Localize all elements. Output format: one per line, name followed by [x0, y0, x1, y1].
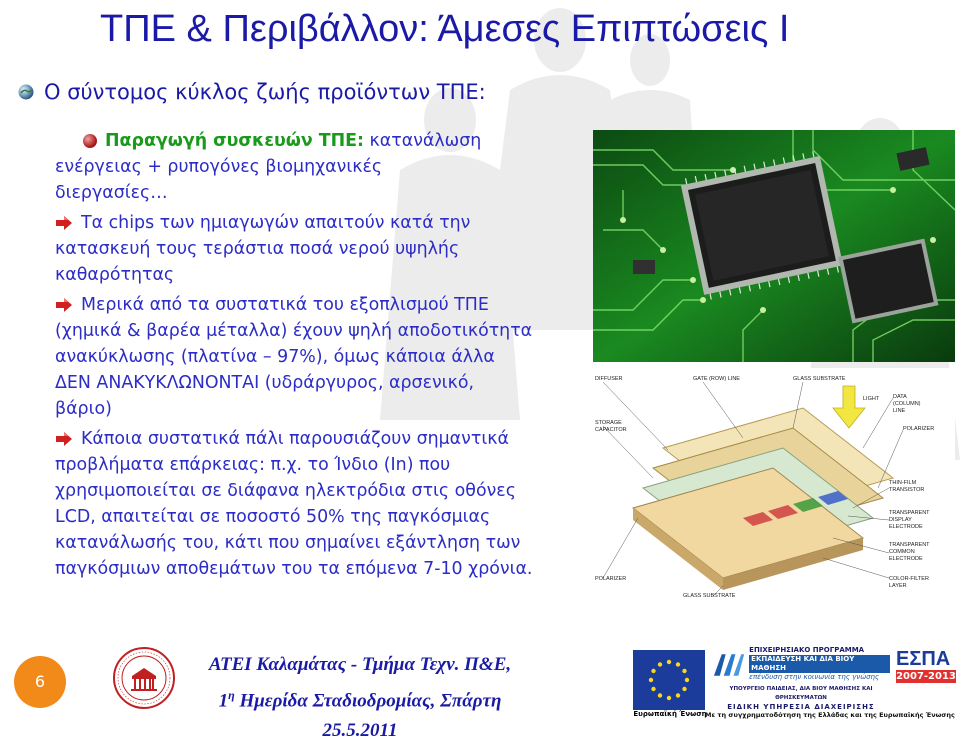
ep-line-3: επένδυση στην κοινωνία της γνώσης [749, 673, 880, 681]
bullet-level3-line: καθαρότητας [55, 265, 175, 285]
bullet-level3-line: κατασκευή τους τεράστια ποσά νερού υψηλής [55, 239, 460, 259]
lcd-label-tce-3: ELECTRODE [889, 556, 923, 562]
lcd-label-data-1: DATA [893, 394, 907, 400]
lcd-label-tde-3: ELECTRODE [889, 524, 923, 530]
lcd-label-glass-substrate-top: GLASS SUBSTRATE [793, 376, 846, 382]
ep-line-2: ΕΚΠΑΙΔΕΥΣΗ ΚΑΙ ΔΙΑ ΒΙΟΥ ΜΑΘΗΣΗ [749, 655, 890, 673]
lcd-label-color-filter-2: LAYER [889, 583, 907, 589]
lcd-label-polarizer-right: POLARIZER [903, 426, 935, 432]
bullet-level1-text: Ο σύντομος κύκλος ζωής προϊόντων ΤΠΕ: [44, 80, 486, 104]
lcd-structure-diagram [593, 368, 955, 600]
red-ball-bullet-icon [83, 134, 97, 148]
ep-line-1: ΕΠΙΧΕΙΡΗΣΙΑΚΟ ΠΡΟΓΡΑΜΜΑ [749, 646, 865, 654]
bullet-level2-heading: Παραγωγή συσκευών ΤΠΕ: [105, 131, 365, 151]
slide-footer [0, 640, 960, 742]
bullet-level3-line: χρησιμοποιείται σε διάφανα ηλεκτρόδια στις οθόνες [55, 481, 516, 501]
lcd-label-tde-2: DISPLAY [889, 517, 912, 523]
bullet-level3-line: (χημικά & βαρέα μέταλλα) έχουν ψηλή αποδοτικότητα [55, 321, 533, 341]
bullet-level3-line: κατανάλωσής του, κάτι που σημαίνει εξάντληση των [55, 533, 521, 553]
bullet-level2 [55, 128, 590, 206]
bullet-level3-item [55, 292, 590, 422]
lcd-label-light: LIGHT [863, 396, 880, 402]
bullet-level2-line: ενέργειας + ρυπογόνες βιομηχανικές [55, 157, 383, 177]
red-arrow-bullet-icon [55, 431, 73, 447]
bullet-level3-text: Μερικά από τα συστατικά του εξοπλισμού ΤΠΕ [81, 295, 489, 315]
bullet-level2-text: κατανάλωση [364, 131, 482, 151]
bullet-level3-line: βάριο) [55, 399, 112, 419]
espa-logo [896, 648, 956, 700]
bullet-level3-line: LCD, απαιτείται σε ποσοστό 50% της παγκόσμιας [55, 507, 491, 527]
bullet-level3-text: Τα chips των ημιαγωγών απαιτούν κατά την [81, 213, 471, 233]
red-arrow-bullet-icon [55, 297, 73, 313]
bullet-level3-text: Κάποια συστατικά πάλι παρουσιάζουν σημαντικά [81, 429, 509, 449]
red-arrow-bullet-icon [55, 215, 73, 231]
espa-years: 2007-2013 [896, 671, 956, 682]
ep-line-4: ΥΠΟΥΡΓΕΙΟ ΠΑΙΔΕΙΑΣ, ΔΙΑ ΒΙΟΥ ΜΑΘΗΣΗΣ ΚΑΙ ΘΡΗΣΚΕΥΜΑΤΩΝ [729, 686, 873, 701]
footer-line-2: $1^\eta$ Ημερίδα Σταδιοδρομίας, Σπάρτη 25.5.2011 [218, 688, 502, 742]
footer-institution [185, 650, 535, 746]
lcd-label-gate-line: GATE (ROW) LINE [693, 376, 740, 382]
bullet-level2-line: διεργασίες… [55, 183, 168, 203]
eu-flag-icon [633, 650, 705, 710]
bullet-level3-line: ανακύκλωσης (πλατίνα – 97%), όμως κάποια άλλα [55, 347, 495, 367]
lcd-label-data-2: (COLUMN) [893, 401, 921, 407]
bullet-level1 [18, 80, 486, 104]
bullet-level3-line: προβλήματα επάρκειας: π.χ. το Ίνδιο (In) που [55, 455, 451, 475]
lcd-label-glass-substrate-bottom: GLASS SUBSTRATE [683, 593, 736, 599]
cofunding-note: Με τη συγχρηματοδότηση της Ελλάδας και της Ευρωπαϊκής Ένωσης [705, 711, 955, 719]
slide-title-main: ΤΠΕ & Περιβάλλον [100, 8, 419, 50]
bullet-level3-line: ΔΕΝ ΑΝΑΚΥΚΛΩΝΟΝΤΑΙ (υδράργυρος, αρσενικό, [55, 373, 474, 393]
bullet-level3-item [55, 210, 590, 288]
slide-title [100, 8, 940, 51]
lcd-label-color-filter-1: COLOR-FILTER [889, 576, 929, 582]
operational-programme-logo [712, 646, 890, 712]
ep-line-5: ΕΙΔΙΚΗ ΥΠΗΡΕΣΙΑ ΔΙΑΧΕΙΡΙΣΗΣ [727, 703, 875, 711]
tei-kalamata-seal-icon [112, 646, 176, 710]
lcd-label-tce-1: TRANSPARENT [889, 542, 930, 548]
education-programme-icon [712, 650, 745, 678]
lcd-label-diffuser: DIFFUSER [595, 376, 623, 382]
espa-title: ΕΣΠΑ [896, 648, 951, 670]
lcd-label-polarizer-left: POLARIZER [595, 576, 627, 582]
eu-caption: Ευρωπαϊκή Ένωση [633, 710, 707, 718]
bullet-level3-line: παγκόσμιων αποθεμάτων του τα επόμενα 7-10 χρόνια. [55, 559, 533, 579]
page-number-badge: 6 [14, 656, 66, 708]
slide-title-accent: : Άμεσες Επιπτώσεις Ι [418, 8, 790, 50]
lcd-label-storage-2: CAPACITOR [595, 427, 627, 433]
globe-bullet-icon [18, 84, 34, 100]
circuit-board-image [593, 130, 955, 362]
lcd-label-tde-1: TRANSPARENT [889, 510, 930, 516]
bullet-level3-item [55, 426, 590, 582]
lcd-label-data-3: LINE [893, 408, 906, 414]
lcd-label-tft-2: TRANSISTOR [889, 487, 925, 493]
lcd-label-tft-1: THIN-FILM [889, 480, 917, 486]
footer-line-1: ΑΤΕΙ Καλαμάτας - Τμήμα Τεχν. Π&Ε, [208, 654, 512, 675]
lcd-label-tce-2: COMMON [889, 549, 915, 555]
lcd-label-storage-1: STORAGE [595, 420, 622, 426]
content-body [55, 128, 590, 582]
